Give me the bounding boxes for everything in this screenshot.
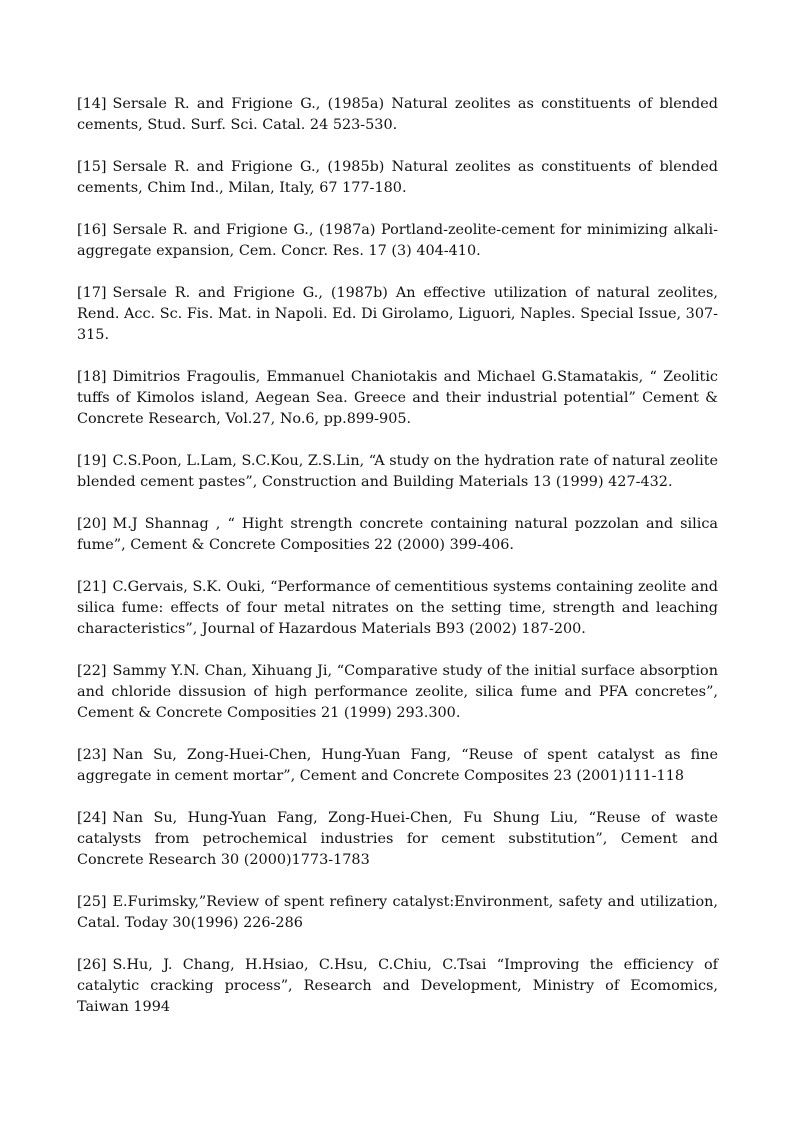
reference-text: S.Hu, J. Chang, H.Hsiao, C.Hsu, C.Chiu, C.Tsai “Improving the efficiency of catalytic cracking process”, Research and Development, Ministry of Ecomomics, Taiwan 1994 (77, 957, 718, 1015)
reference-number: [19] (77, 453, 107, 469)
reference-number: [20] (77, 516, 107, 532)
reference-text: Sammy Y.N. Chan, Xihuang Ji, “Comparative study of the initial surface absorption and chloride dissusion of high performance zeolite, silica fume and PFA concretes”, Cement & Concrete Composities 21 (1999) 293.300. (77, 663, 718, 721)
reference-number: [16] (77, 222, 107, 238)
reference-number: [15] (77, 159, 107, 175)
reference-item (77, 661, 718, 724)
reference-item (77, 157, 718, 199)
reference-item (77, 283, 718, 346)
reference-text: Nan Su, Zong-Huei-Chen, Hung-Yuan Fang, “Reuse of spent catalyst as fine aggregate in cement mortar”, Cement and Concrete Composites 23 (2001)111-118 (77, 747, 718, 784)
reference-number: [22] (77, 663, 107, 679)
reference-item (77, 451, 718, 493)
reference-item (77, 955, 718, 1018)
reference-text: Sersale R. and Frigione G., (1985a) Natural zeolites as constituents of blended cements, Stud. Surf. Sci. Catal. 24 523-530. (77, 96, 718, 133)
reference-text: Dimitrios Fragoulis, Emmanuel Chaniotakis and Michael G.Stamatakis, “ Zeolitic tuffs of Kimolos island, Aegean Sea. Greece and their industrial potential” Cement & Concrete Research, Vol.27, No.6, pp.899-905. (77, 369, 718, 427)
reference-item (77, 514, 718, 556)
reference-number: [25] (77, 894, 107, 910)
reference-item (77, 745, 718, 787)
reference-text: Sersale R. and Frigione G., (1987b) An effective utilization of natural zeolites, Rend. Acc. Sc. Fis. Mat. in Napoli. Ed. Di Girolamo, Liguori, Naples. Special Issue, 307-315. (77, 285, 718, 343)
reference-item (77, 892, 718, 934)
reference-text: M.J Shannag , “ Hight strength concrete containing natural pozzolan and silica fume”, Cement & Concrete Composities 22 (2000) 399-406. (77, 516, 718, 553)
reference-number: [14] (77, 96, 107, 112)
reference-number: [23] (77, 747, 107, 763)
reference-list (77, 94, 718, 1039)
reference-number: [18] (77, 369, 107, 385)
reference-item (77, 220, 718, 262)
reference-number: [21] (77, 579, 107, 595)
reference-item (77, 367, 718, 430)
reference-text: Sersale R. and Frigione G., (1987a) Portland-zeolite-cement for minimizing alkali-aggregate expansion, Cem. Concr. Res. 17 (3) 404-410. (77, 222, 718, 259)
reference-number: [24] (77, 810, 107, 826)
reference-number: [17] (77, 285, 107, 301)
reference-text: Sersale R. and Frigione G., (1985b) Natural zeolites as constituents of blended cements, Chim Ind., Milan, Italy, 67 177-180. (77, 159, 718, 196)
reference-text: C.S.Poon, L.Lam, S.C.Kou, Z.S.Lin, “A study on the hydration rate of natural zeolite blended cement pastes”, Construction and Building Materials 13 (1999) 427-432. (77, 453, 718, 490)
reference-number: [26] (77, 957, 107, 973)
reference-text: Nan Su, Hung-Yuan Fang, Zong-Huei-Chen, Fu Shung Liu, “Reuse of waste catalysts from petrochemical industries for cement substitution”, Cement and Concrete Research 30 (2000)1773-1783 (77, 810, 718, 868)
reference-text: E.Furimsky,”Review of spent refinery catalyst:Environment, safety and utilization, Catal. Today 30(1996) 226-286 (77, 894, 718, 931)
reference-item (77, 94, 718, 136)
reference-item (77, 808, 718, 871)
reference-item (77, 577, 718, 640)
reference-text: C.Gervais, S.K. Ouki, “Performance of cementitious systems containing zeolite and silica fume: effects of four metal nitrates on the setting time, strength and leaching characteristics”, Journal of Hazardous Materials B93 (2002) 187-200. (77, 579, 718, 637)
